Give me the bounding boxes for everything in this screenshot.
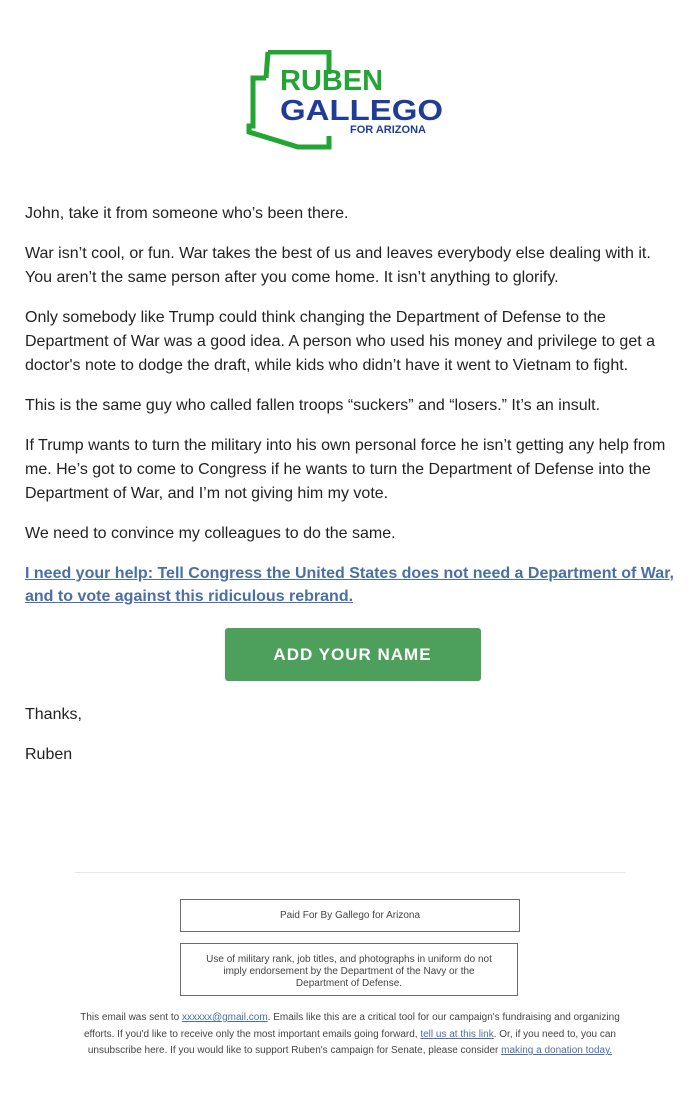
- logo-ruben: RUBEN: [280, 65, 384, 97]
- disclaimer-box: Use of military rank, job titles, and photographs in uniform do not imply endorsement by the Department of the Navy or the Department of Defense.: [180, 943, 518, 996]
- paid-for-box: Paid For By Gallego for Arizona: [180, 899, 520, 932]
- paragraph-6: We need to convince my colleagues to do the same.: [25, 525, 396, 542]
- recipient-email-link[interactable]: xxxxxx@gmail.com: [181, 1012, 268, 1023]
- paragraph-4: This is the same guy who called fallen troops “suckers” and “losers.” It’s an insult.: [25, 397, 601, 414]
- campaign-logo: [246, 50, 446, 150]
- thanks-text: Thanks,: [25, 706, 82, 723]
- footer-text-3: . Or, if you need to, you can unsubscribe here. If you would like to support Ruben's campaign for Senate, please consider: [87, 1028, 616, 1056]
- petition-link[interactable]: I need your help: Tell Congress the United States does not need a Department of War, and to vote against this ridiculous rebrand.: [25, 565, 674, 605]
- signature: Ruben: [25, 746, 73, 763]
- paragraph-2: War isn’t cool, or fun. War takes the best of us and leaves everybody else dealing with it. You aren’t the same person after you come home. It isn’t anything to glorify.: [25, 245, 651, 286]
- footer-divider: [75, 872, 625, 873]
- logo-gallego: GALLEGO: [280, 95, 443, 127]
- email-body: [25, 202, 680, 783]
- paragraph-3: Only somebody like Trump could think changing the Department of Defense to the Department of War was a good idea. A person who used his money and privilege to get a doctor's note to dodge the draft, while kids who didn’t have it went to Vietnam to fight.: [25, 309, 655, 374]
- footer-text-2: . Emails like this are a critical tool for our campaign's fundraising and organizing efforts. If you'd like to receive only the most important emails going forward,: [84, 1012, 620, 1040]
- logo-for-arizona: FOR ARIZONA: [350, 124, 426, 136]
- preferences-link[interactable]: tell us at this link: [420, 1028, 494, 1040]
- donation-link[interactable]: making a donation today.: [501, 1045, 613, 1056]
- footer-text-1: This email was sent to: [80, 1012, 182, 1023]
- button-row: [25, 628, 680, 681]
- add-your-name-button[interactable]: ADD YOUR NAME: [225, 628, 481, 681]
- paragraph-1: John, take it from someone who’s been there.: [25, 205, 349, 222]
- signoff: [25, 703, 680, 767]
- paragraph-5: If Trump wants to turn the military into his own personal force he isn’t getting any help from me. He’s got to come to Congress if he wants to turn the Department of Defense into the Department of War, and I’m not giving him my vote.: [25, 437, 666, 502]
- footer-text: [75, 1010, 625, 1060]
